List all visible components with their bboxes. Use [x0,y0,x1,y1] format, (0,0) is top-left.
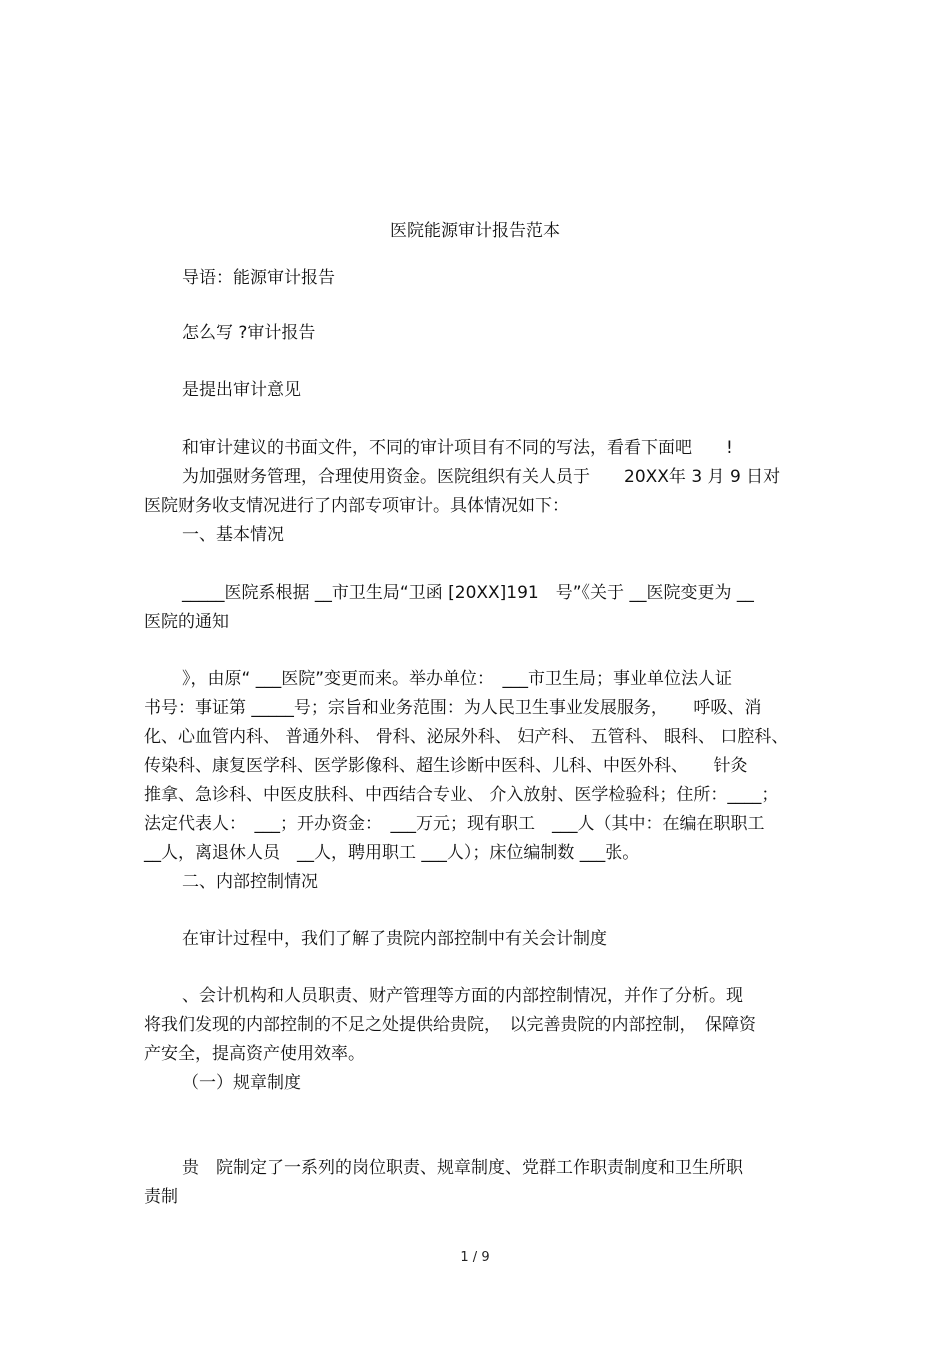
paragraph-line: _____医院系根据 __市卫生局“卫函 [20XX]191 号”《关于 __医院变更为 __ [182,583,754,603]
paragraph-line: 在审计过程中，我们了解了贵院内部控制中有关会计制度 [182,929,607,949]
paragraph-line: 责制 [144,1187,178,1207]
paragraph-line: 传染科、康复医学科、医学影像科、超生诊断中医科、儿科、中医外科、 针灸 [144,756,748,776]
paragraph-line: 贵 院制定了一系列的岗位职责、规章制度、党群工作职责制度和卫生所职 [182,1158,743,1178]
paragraph-line: 医院的通知 [144,612,229,632]
paragraph-line: 导语：能源审计报告 [182,268,335,288]
page-number: 1 / 9 [460,1250,490,1265]
paragraph-line: 产安全，提高资产使用效率。 [144,1044,365,1064]
paragraph-line: 法定代表人： ___；开办资金： ___万元；现有职工 ___人（其中：在编在职职工 [144,814,765,834]
section-heading: 一、基本情况 [182,525,284,545]
subsection-heading: （一）规章制度 [182,1073,301,1093]
paragraph-line: 为加强财务管理，合理使用资金。医院组织有关人员于 20XX年 3 月 9 日对 [182,467,781,487]
document-title: 医院能源审计报告范本 [390,221,560,241]
paragraph-line: 是提出审计意见 [182,380,301,400]
paragraph-line: __人，离退休人员 __人，聘用职工 ___人）；床位编制数 ___张。 [144,843,640,863]
section-heading: 二、内部控制情况 [182,872,318,892]
paragraph-line: 医院财务收支情况进行了内部专项审计。具体情况如下： [144,496,569,516]
paragraph-line: 怎么写 ?审计报告 [182,323,316,343]
paragraph-line: 书号：事证第 _____号；宗旨和业务范围：为人民卫生事业发展服务， 呼吸、消 [144,698,762,718]
paragraph-line: 和审计建议的书面文件，不同的审计项目有不同的写法，看看下面吧 ! [182,438,733,458]
paragraph-line: 推拿、急诊科、中医皮肤科、中西结合专业、 介入放射、医学检验科；住所：____； [144,785,779,805]
paragraph-line: 、会计机构和人员职责、财产管理等方面的内部控制情况，并作了分析。现 [182,986,743,1006]
paragraph-line: 将我们发现的内部控制的不足之处提供给贵院， 以完善贵院的内部控制， 保障资 [144,1015,756,1035]
paragraph-line: 化、心血管内科、 普通外科、 骨科、泌尿外科、 妇产科、 五管科、 眼科、 口腔科、 [144,727,789,747]
paragraph-line: 》，由原“ ___医院”变更而来。举办单位： ___市卫生局；事业单位法人证 [182,669,733,689]
